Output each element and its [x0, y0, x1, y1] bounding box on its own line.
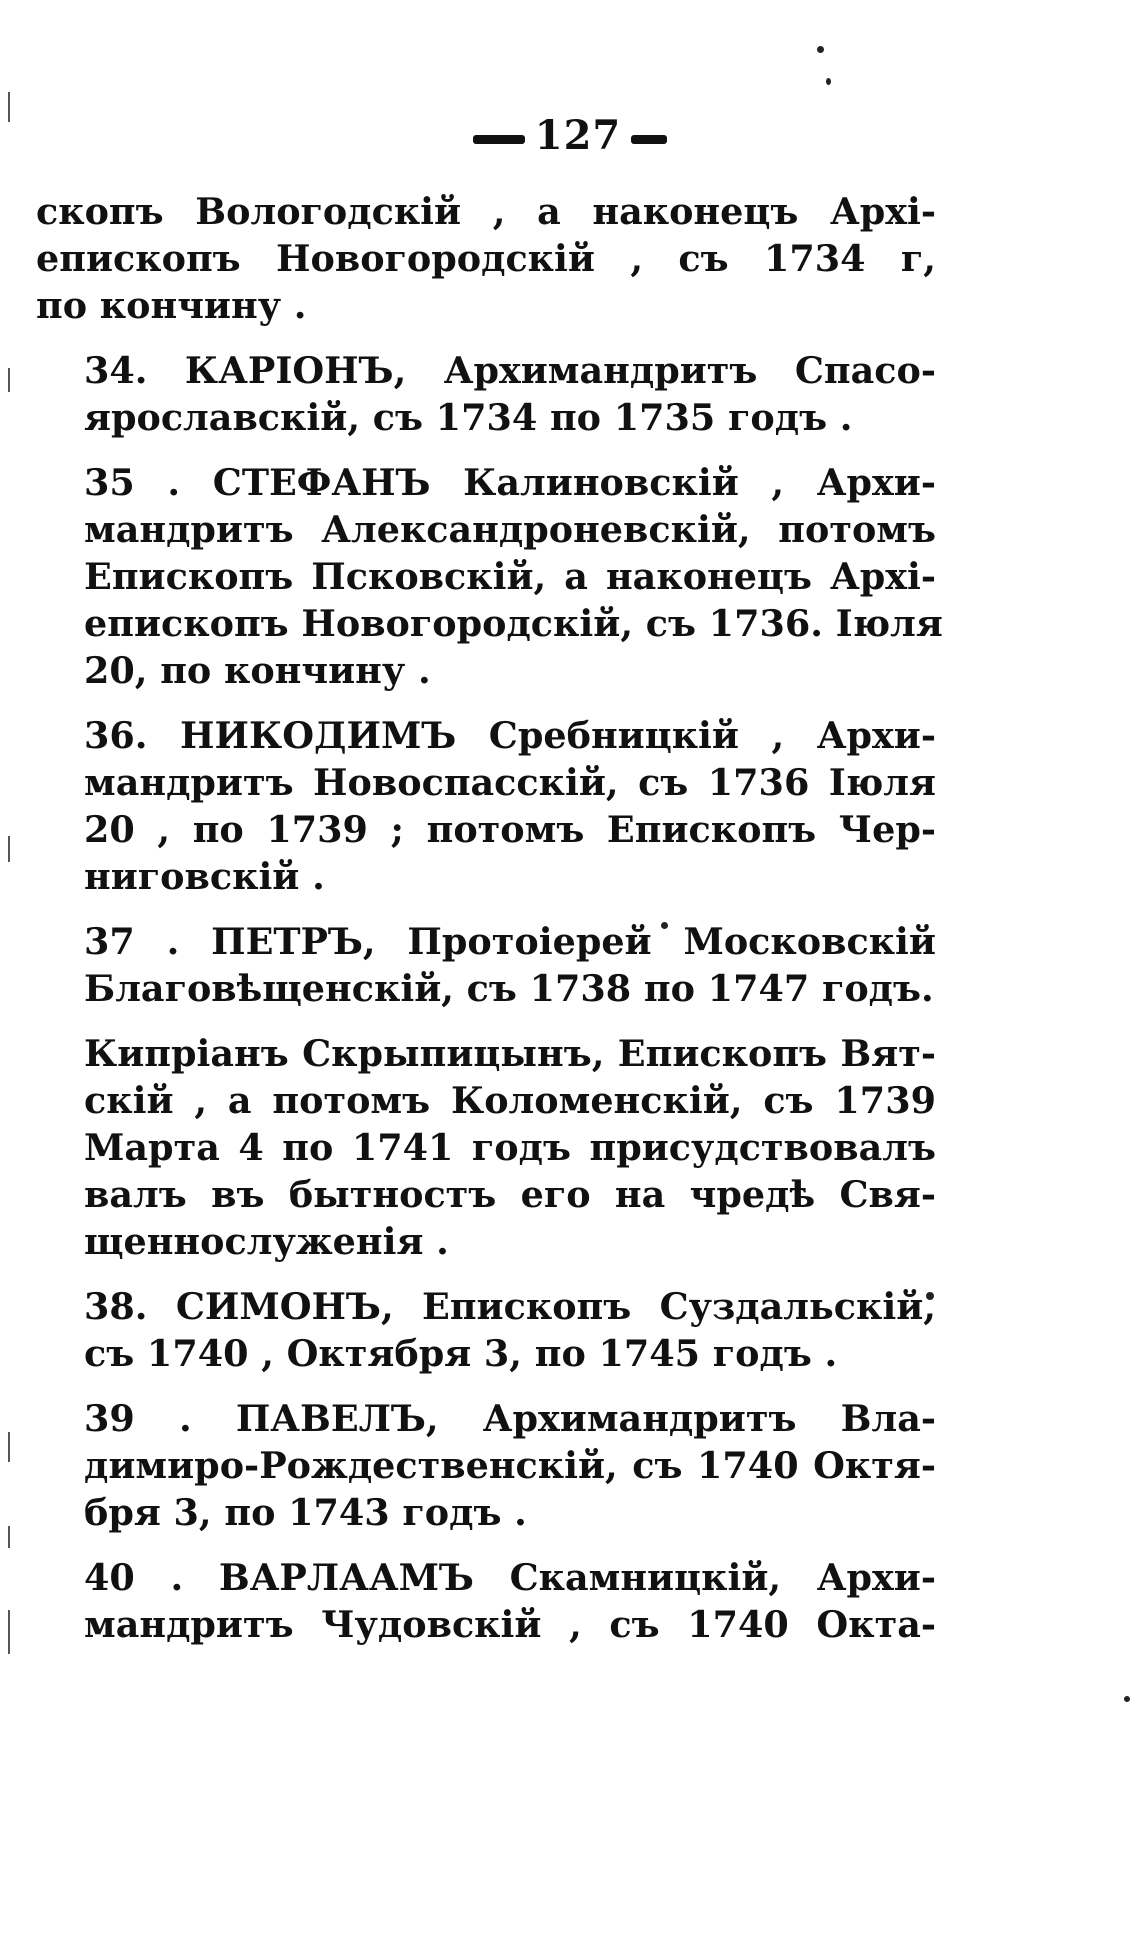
text-line: Епископъ Псковскій, а наконецъ Архі- [84, 555, 936, 598]
text-line: мандритъ Чудовскій , съ 1740 Окта- [84, 1603, 936, 1646]
text-line: 35 . СТЕФАНЪ Калиновскій , Архи- [84, 461, 936, 504]
ink-speck [826, 78, 831, 85]
paragraph [36, 347, 936, 441]
paragraph [36, 459, 943, 694]
text-line: 20, по кончину . [84, 649, 431, 692]
page-header [0, 112, 1140, 159]
page-edge-mark [8, 1432, 10, 1462]
text-line: по кончину . [36, 284, 307, 327]
text-line: валъ въ бытностъ его на чредѣ Свя- [84, 1173, 936, 1216]
header-dash-right [631, 135, 667, 144]
page-text [36, 188, 943, 1666]
text-line: 38. СИМОНЪ, Епископъ Суздальскій, [84, 1285, 936, 1328]
text-line: мандритъ Новоспасскій, съ 1736 Іюля [84, 761, 936, 804]
page-edge-mark [8, 836, 10, 862]
ink-speck [1124, 1696, 1130, 1702]
text-line: Марта 4 по 1741 годъ присудствовалъ [84, 1126, 936, 1169]
text-line: епископъ Новогородскій , съ 1734 г, [36, 237, 936, 280]
text-line: ниговскій . [84, 855, 325, 898]
text-line: щеннослуженія . [84, 1220, 449, 1263]
text-line: димиро-Рождественскій, съ 1740 Октя- [84, 1444, 936, 1487]
paragraph [36, 1554, 936, 1648]
paragraph [36, 1395, 936, 1536]
text-line: ярославскій, съ 1734 по 1735 годъ . [84, 396, 853, 439]
text-line: съ 1740 , Октября 3, по 1745 годъ . [84, 1332, 838, 1375]
paragraph [36, 712, 936, 900]
text-line: 37 . ПЕТРЪ, Протоіерей Московскій [84, 920, 936, 963]
text-line: епископъ Новогородскій, съ 1736. Іюля [84, 602, 943, 645]
page-edge-mark [8, 1610, 10, 1654]
text-line: бря 3, по 1743 годъ . [84, 1491, 527, 1534]
text-line: скопъ Вологодскій , а наконецъ Архі- [36, 190, 936, 233]
page-edge-mark [8, 368, 10, 392]
page-edge-mark [8, 1526, 10, 1548]
ink-speck [817, 46, 824, 53]
paragraph [36, 918, 936, 1012]
text-line: 40 . ВАРЛААМЪ Скамницкій, Архи- [84, 1556, 936, 1599]
text-line: 34. КАРІОНЪ, Архимандритъ Спасо- [84, 349, 936, 392]
text-line: 36. НИКОДИМЪ Сребницкій , Архи- [84, 714, 936, 757]
header-dash-left [473, 135, 525, 144]
text-line: 39 . ПАВЕЛЪ, Архимандритъ Вла- [84, 1397, 936, 1440]
paragraph [36, 188, 936, 329]
page-number: 127 [534, 112, 622, 159]
text-line: Благовѣщенскій, съ 1738 по 1747 годъ. [84, 967, 934, 1010]
text-line: 20 , по 1739 ; потомъ Епископъ Чер- [84, 808, 936, 851]
text-line: скій , а потомъ Коломенскій, съ 1739 [84, 1079, 936, 1122]
paragraph [36, 1283, 936, 1377]
text-line: Кипріанъ Скрыпицынъ, Епископъ Вят- [84, 1032, 936, 1075]
paragraph [36, 1030, 936, 1265]
text-line: мандритъ Александроневскій, потомъ [84, 508, 936, 551]
